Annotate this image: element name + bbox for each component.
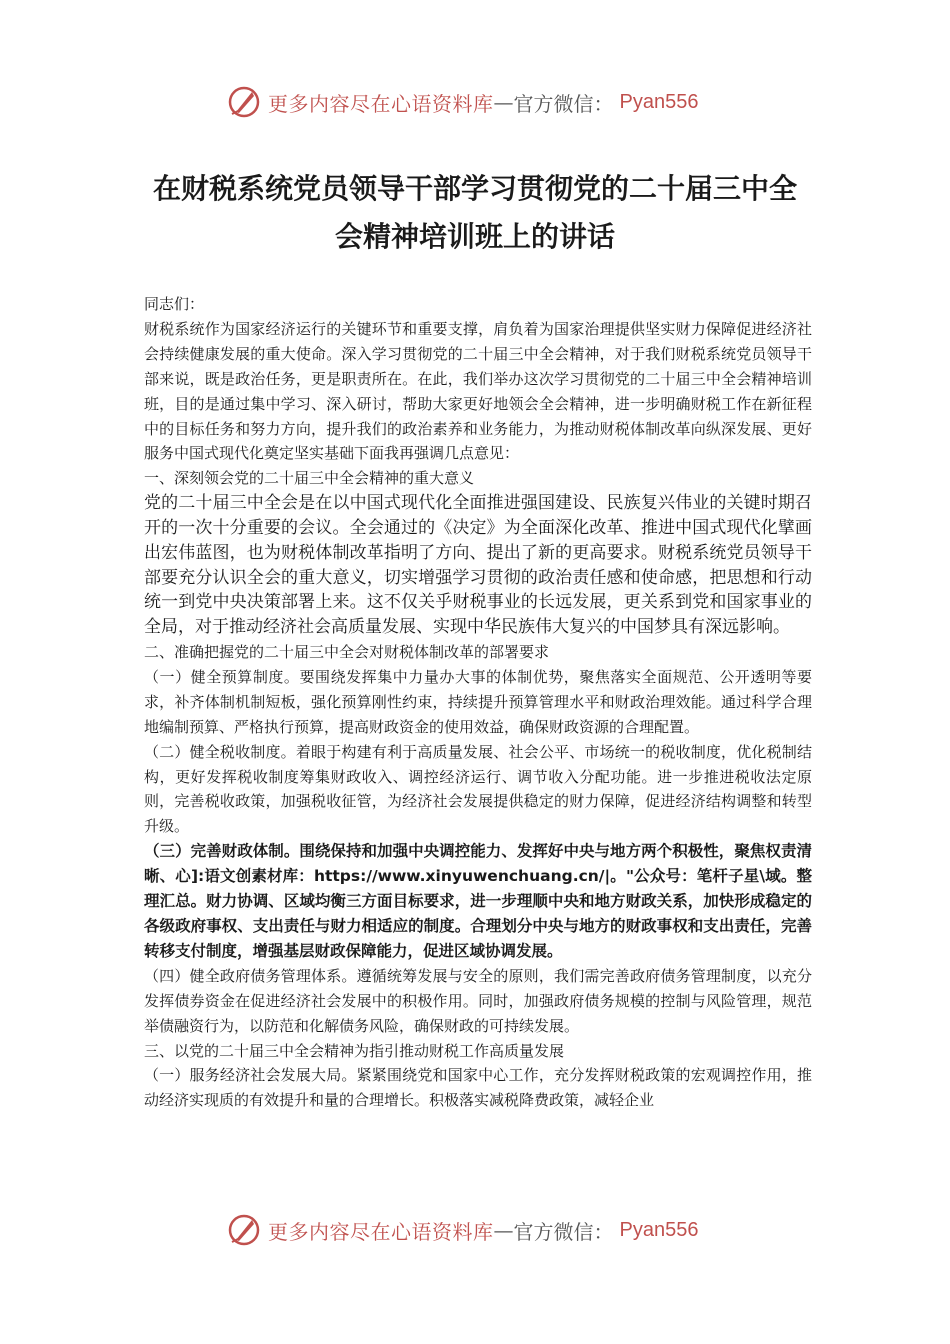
intro-paragraph: 财税系统作为国家经济运行的关键环节和重要支撑，肩负着为国家治理提供坚实财力保障促进经济社会持续健康发展的重大使命。深入学习贯彻党的二十届三中全会精神，对于我们财税系统党员领导干部来说，既是政治任务，更是职责所在。在此，我们举办这次学习贯彻党的二十届三中全会精神培训班，目的是通过集中学习、深入研讨，帮助大家更好地领会全会精神，进一步明确财税工作在新征程中的目标任务和努力方向，提升我们的政治素养和业务能力，为推动财税体制改革向纵深发展、更好服务中国式现代化奠定坚实基础下面我再强调几点意见： — [144, 319, 812, 463]
quill-logo-icon — [226, 1212, 262, 1248]
watermark-text: 更多内容尽在心语资料库 — [268, 91, 494, 116]
section-1-body: 党的二十届三中全会是在以中国式现代化全面推进强国建设、民族复兴伟业的关键时期召开的一次十分重要的会议。全会通过的《决定》为全面深化改革、推进中国式现代化擘画出宏伟蓝图，也为财税体制改革指明了方向、提出了新的更高要求。财税系统党员领导干部要充分认识全会的重大意义，切实增强学习贯彻的政治责任感和使命感，把思想和行动统一到党中央决策部署上来。这不仅关乎财税事业的长远发展，更关系到党和国家事业的全局，对于推动经济社会高质量发展、实现中华民族伟大复兴的中国梦具有深远影响。 — [144, 493, 812, 638]
page-title: 在财税系统党员领导干部学习贯彻党的二十届三中全会精神培训班上的讲话 — [152, 171, 797, 253]
section-2-item-3: （三）完善财政体制。围绕保持和加强中央调控能力、发挥好中央与地方两个积极性，聚焦权责清晰、心]:语文创素材库：https://www.xinyuwenchuang.cn/|。"公众号：笔杆子星\域。整理汇总。财力协调、区域均衡三方面目标要求，进一步理顺中央和地方财政关系，加快形成稳定的各级政府事权、支出责任与财力相适应的制度。合理划分中央与地方的财政事权和支出责任，完善转移支付制度，增强基层财政保障能力，促进区域协调发展。 — [144, 842, 812, 960]
watermark-id: Pyan556 — [619, 1218, 699, 1241]
watermark-dash: — — [493, 1218, 514, 1242]
watermark-label: 官方微信： — [513, 91, 614, 116]
section-3-heading: 三、以党的二十届三中全会精神为指引推动财税工作高质量发展 — [144, 1041, 565, 1060]
section-1-heading: 一、深刻领会党的二十届三中全会精神的重大意义 — [144, 469, 475, 488]
section-3-item-1: （一）服务经济社会发展大局。紧紧围绕党和国家中心工作，充分发挥财税政策的宏观调控作用，推动经济实现质的有效提升和量的合理增长。积极落实减税降费政策，减轻企业 — [144, 1066, 812, 1110]
footer-watermark — [226, 1210, 698, 1250]
salutation: 同志们： — [144, 295, 205, 313]
section-2-item-4: （四）健全政府债务管理体系。遵循统筹发展与安全的原则，我们需完善政府债务管理制度，以充分发挥债券资金在促进经济社会发展中的积极作用。同时，加强政府债务规模的控制与风险管理，规范举债融资行为，以防范和化解债务风险，确保财政的可持续发展。 — [144, 966, 812, 1035]
watermark-dash: — — [493, 90, 514, 114]
watermark-text: 更多内容尽在心语资料库 — [268, 1219, 494, 1244]
watermark-label: 官方微信： — [513, 1219, 614, 1244]
section-2-item-2: （二）健全税收制度。着眼于构建有利于高质量发展、社会公平、市场统一的税收制度，优化税制结构，更好发挥税收制度筹集财政收入、调控经济运行、调节收入分配功能。进一步推进税收法定原则，完善税收政策，加强税收征管，为经济社会发展提供稳定的财力保障，促进经济结构调整和转型升级。 — [144, 742, 812, 836]
section-2-heading: 二、准确把握党的二十届三中全会对财税体制改革的部署要求 — [144, 643, 550, 662]
section-2-item-1: （一）健全预算制度。要围绕发挥集中力量办大事的体制优势，聚焦落实全面规范、公开透明等要求，补齐体制机制短板，强化预算刚性约束，持续提升预算管理水平和财政治理效能。通过科学合理地编制预算、严格执行预算，提高财政资金的使用效益，确保财政资源的合理配置。 — [144, 667, 812, 736]
quill-logo-icon — [226, 84, 262, 120]
watermark-id: Pyan556 — [619, 90, 699, 113]
header-watermark — [226, 82, 698, 122]
document-body — [144, 292, 812, 1113]
